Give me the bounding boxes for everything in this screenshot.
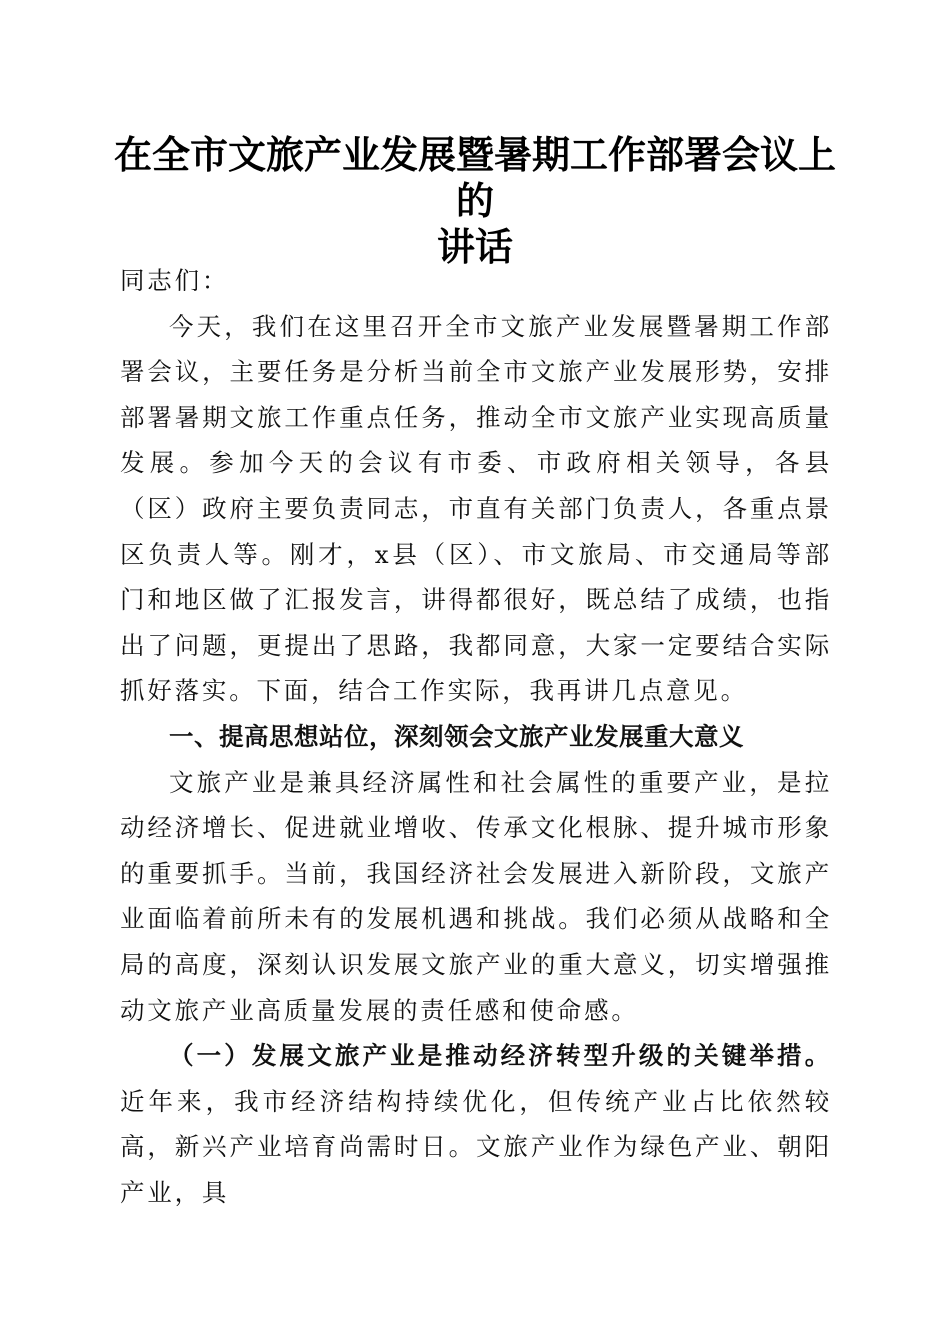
subsection-1-paragraph bbox=[120, 1033, 832, 1215]
document-body bbox=[120, 258, 832, 1215]
section-1-heading: 一、提高思想站位，深刻领会文旅产业发展重大意义 bbox=[169, 721, 744, 751]
subsection-1-text: 近年来，我市经济结构持续优化，但传统产业占比依然较高，新兴产业培育尚需时日。文旅产业作为绿色产业、朝阳产业，具 bbox=[120, 1086, 832, 1207]
document-title bbox=[100, 132, 850, 270]
title-line-1: 在全市文旅产业发展暨暑期工作部署会议上的 bbox=[113, 132, 836, 223]
greeting: 同志们： bbox=[120, 266, 230, 295]
title-line-2: 讲话 bbox=[436, 224, 513, 269]
section-1-paragraph: 文旅产业是兼具经济属性和社会属性的重要产业，是拉动经济增长、促进就业增收、传承文化根脉、提升城市形象的重要抓手。当前，我国经济社会发展进入新阶段，文旅产业面临着前所未有的发展机遇和挑战。我们必须从战略和全局的高度，深刻认识发展文旅产业的重大意义，切实增强推动文旅产业高质量发展的责任感和使命感。 bbox=[120, 767, 832, 1025]
intro-paragraph: 今天，我们在这里召开全市文旅产业发展暨暑期工作部署会议，主要任务是分析当前全市文旅产业发展形势，安排部署暑期文旅工作重点任务，推动全市文旅产业实现高质量发展。参加今天的会议有市委、市政府相关领导，各县（区）政府主要负责同志，市直有关部门负责人，各重点景区负责人等。刚才，x县（区）、市文旅局、市交通局等部门和地区做了汇报发言，讲得都很好，既总结了成绩，也指出了问题，更提出了思路，我都同意，大家一定要结合实际抓好落实。下面，结合工作实际，我再讲几点意见。 bbox=[120, 311, 832, 706]
subsection-1-lead: （一）发展文旅产业是推动经济转型升级的关键举措。 bbox=[169, 1041, 832, 1071]
